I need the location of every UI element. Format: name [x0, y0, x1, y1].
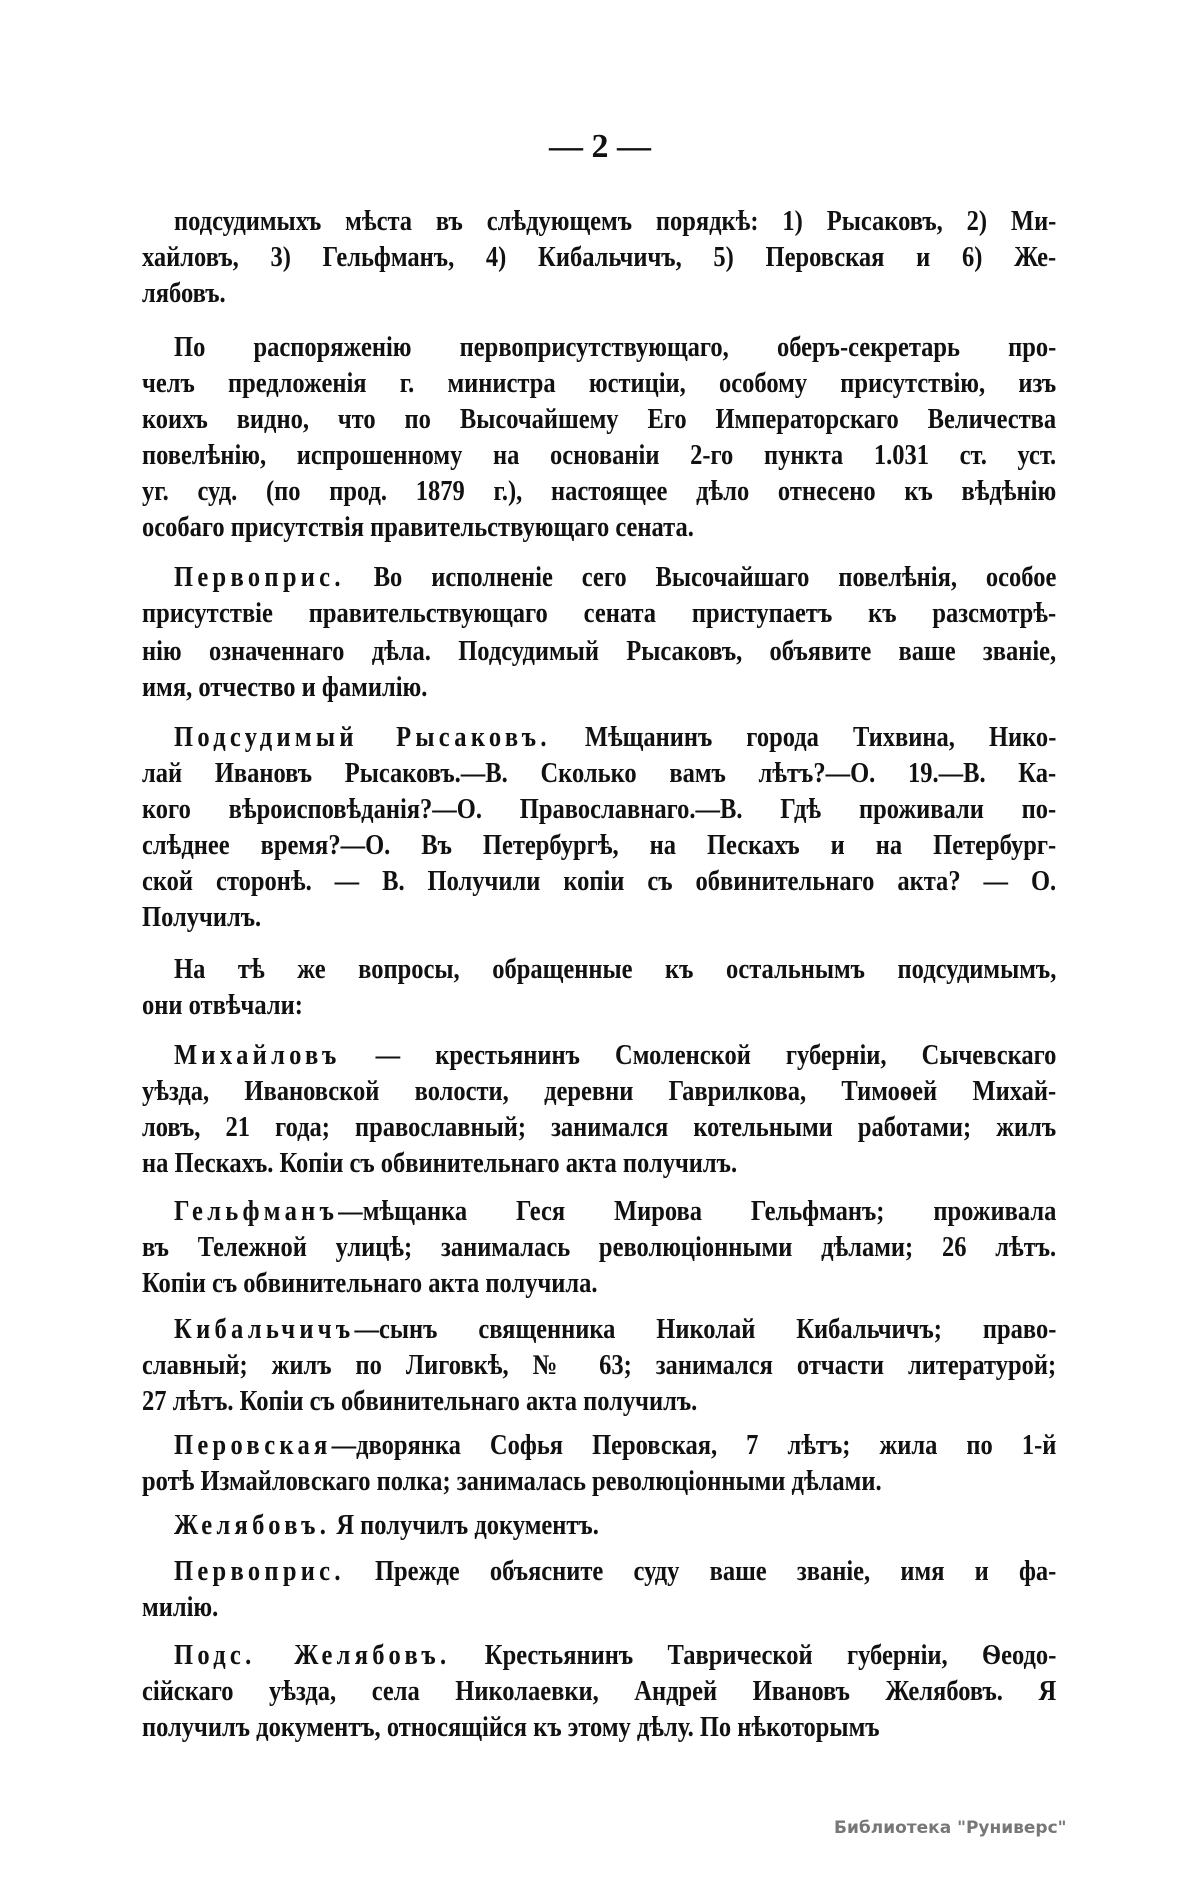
line-text: По распоряженію первоприсутствующаго, оберъ-секретарь про- — [174, 332, 1057, 363]
text-line — [142, 828, 1056, 864]
line-text: 27 лѣтъ. Копіи съ обвинительнаго акта получилъ. — [142, 1385, 698, 1417]
text-line — [142, 756, 1056, 792]
line-text: въ Тележной улицѣ; занималась революціонными дѣлами; 26 лѣтъ. — [142, 1232, 1057, 1263]
text-line — [142, 1590, 1056, 1626]
text-line — [142, 988, 1056, 1024]
text-line — [142, 276, 1056, 312]
line-text: ской сторонѣ. — В. Получили копіи съ обвинительнаго акта? — О. — [142, 866, 1057, 897]
speaker-name: Кибальчичъ — [174, 1313, 355, 1345]
text-line — [142, 474, 1056, 510]
line-text: лябовъ. — [142, 278, 226, 309]
speaker-name: Гельфманъ — [174, 1196, 339, 1227]
line-text: —сынъ священника Николай Кибальчичъ; право- — [354, 1313, 1057, 1345]
text-line — [174, 560, 1056, 596]
speaker-name: Подсудимый Рысаковъ. — [174, 722, 551, 753]
text-line — [142, 1464, 1056, 1500]
line-text: уѣзда, Ивановской волости, деревни Гаврилкова, Тимоѳей Михай- — [142, 1076, 1057, 1107]
line-text: сійскаго уѣзда, села Николаевки, Андрей Ивановъ Желябовъ. Я — [142, 1676, 1057, 1707]
speaker-name: Михайловъ — [174, 1040, 341, 1071]
line-text: На тѣ же вопросы, обращенные къ остальнымъ подсудимымъ, — [174, 953, 1057, 985]
text-line — [174, 204, 1056, 240]
text-line — [174, 1312, 1056, 1348]
line-text: слѣднее время?—О. Въ Петербургѣ, на Пескахъ и на Петербург- — [142, 830, 1057, 861]
line-text: ротѣ Измайловскаго полка; занималась революціонными дѣлами. — [142, 1466, 882, 1497]
text-line — [142, 402, 1056, 438]
text-line — [174, 1638, 1056, 1674]
text-line — [142, 900, 1056, 936]
line-text: нію означеннаго дѣла. Подсудимый Рысаковъ, объявите ваше званіе, — [142, 635, 1057, 667]
line-text: Мѣщанинъ города Тихвина, Нико- — [550, 722, 1057, 753]
text-line — [174, 1038, 1056, 1074]
line-text: получилъ документъ, относящійся къ этому дѣлу. По нѣкоторымъ — [142, 1712, 880, 1743]
text-line — [142, 1348, 1056, 1384]
line-text: Прежде объясните суду ваше званіе, имя и фа- — [344, 1556, 1057, 1587]
line-text: ловъ, 21 года; православный; занимался котельными работами; жилъ — [142, 1112, 1057, 1143]
text-line — [174, 1554, 1056, 1590]
text-line — [142, 1674, 1056, 1710]
text-line — [142, 1710, 1056, 1746]
line-text: Копіи съ обвинительнаго акта получила. — [142, 1268, 598, 1299]
line-text: милію. — [142, 1592, 219, 1623]
line-text: особаго присутствія правительствующаго сената. — [142, 512, 694, 543]
line-text: коихъ видно, что по Высочайшему Его Императорскаго Величества — [142, 404, 1057, 435]
speaker-name: Перовская — [174, 1430, 332, 1461]
text-line — [142, 1110, 1056, 1146]
text-line — [142, 670, 1056, 706]
text-line — [142, 366, 1056, 402]
line-text: кого вѣроисповѣданія?—О. Православнаго.—В. Гдѣ проживали по- — [142, 794, 1057, 825]
line-text: челъ предложенія г. министра юстиціи, особому присутствію, изъ — [142, 368, 1057, 399]
speaker-name: Первоприс. — [174, 562, 345, 594]
speaker-name: Первоприс. — [174, 1556, 345, 1587]
speaker-name: Желябовъ. — [174, 1510, 331, 1542]
text-line — [174, 1508, 1056, 1544]
line-text: Я получилъ документъ. — [330, 1510, 599, 1542]
line-text: на Пескахъ. Копіи съ обвинительнаго акта получилъ. — [142, 1148, 738, 1179]
text-line — [142, 240, 1056, 276]
text-line — [142, 1146, 1056, 1182]
text-line — [142, 1230, 1056, 1266]
page-number: — 2 — — [549, 128, 651, 165]
text-line — [142, 1074, 1056, 1110]
text-line — [174, 1428, 1056, 1464]
text-line — [174, 1194, 1056, 1230]
line-text: Во исполненіе сего Высочайшаго повелѣнія, особое — [344, 562, 1057, 594]
text-line — [174, 952, 1056, 988]
line-text: хайловъ, 3) Гельфманъ, 4) Кибальчичъ, 5) Перовская и 6) Же- — [142, 242, 1057, 273]
line-text: Получилъ. — [142, 902, 262, 933]
text-line — [142, 510, 1056, 546]
text-line — [174, 330, 1056, 366]
line-text: они отвѣчали: — [142, 989, 303, 1021]
line-text: подсудимыхъ мѣста въ слѣдующемъ порядкѣ: 1) Рысаковъ, 2) Ми- — [174, 206, 1057, 237]
line-text: славный; жилъ по Лиговкѣ, № 63; занимался отчасти литературой; — [142, 1349, 1057, 1381]
text-line — [142, 438, 1056, 474]
line-text: уг. суд. (по прод. 1879 г.), настоящее дѣло отнесено къ вѣдѣнію — [142, 476, 1057, 507]
line-text: —дворянка Софья Перовская, 7 лѣтъ; жила по 1-й — [331, 1430, 1057, 1461]
text-line — [142, 864, 1056, 900]
line-text: Крестьянинъ Таврической губерніи, Ѳеодо- — [450, 1640, 1057, 1671]
text-line — [142, 1384, 1056, 1420]
text-line — [142, 634, 1056, 670]
speaker-name: Подс. Желябовъ. — [174, 1640, 451, 1671]
line-text: — крестьянинъ Смоленской губерніи, Сычевскаго — [340, 1040, 1057, 1071]
line-text: —мѣщанка Геся Мирова Гельфманъ; проживала — [338, 1196, 1057, 1227]
text-line — [142, 792, 1056, 828]
line-text: повелѣнію, испрошенному на основаніи 2-го пункта 1.031 ст. уст. — [142, 440, 1057, 471]
text-line — [142, 596, 1056, 632]
line-text: присутствіе правительствующаго сената приступаетъ къ разсмотрѣ- — [142, 598, 1057, 630]
text-line — [174, 720, 1056, 756]
text-line — [142, 1266, 1056, 1302]
line-text: имя, отчество и фамилію. — [142, 671, 428, 703]
line-text: лай Ивановъ Рысаковъ.—В. Сколько вамъ лѣтъ?—О. 19.—В. Ка- — [142, 758, 1057, 789]
library-watermark: Библиотека "Руниверс" — [834, 1818, 1067, 1838]
